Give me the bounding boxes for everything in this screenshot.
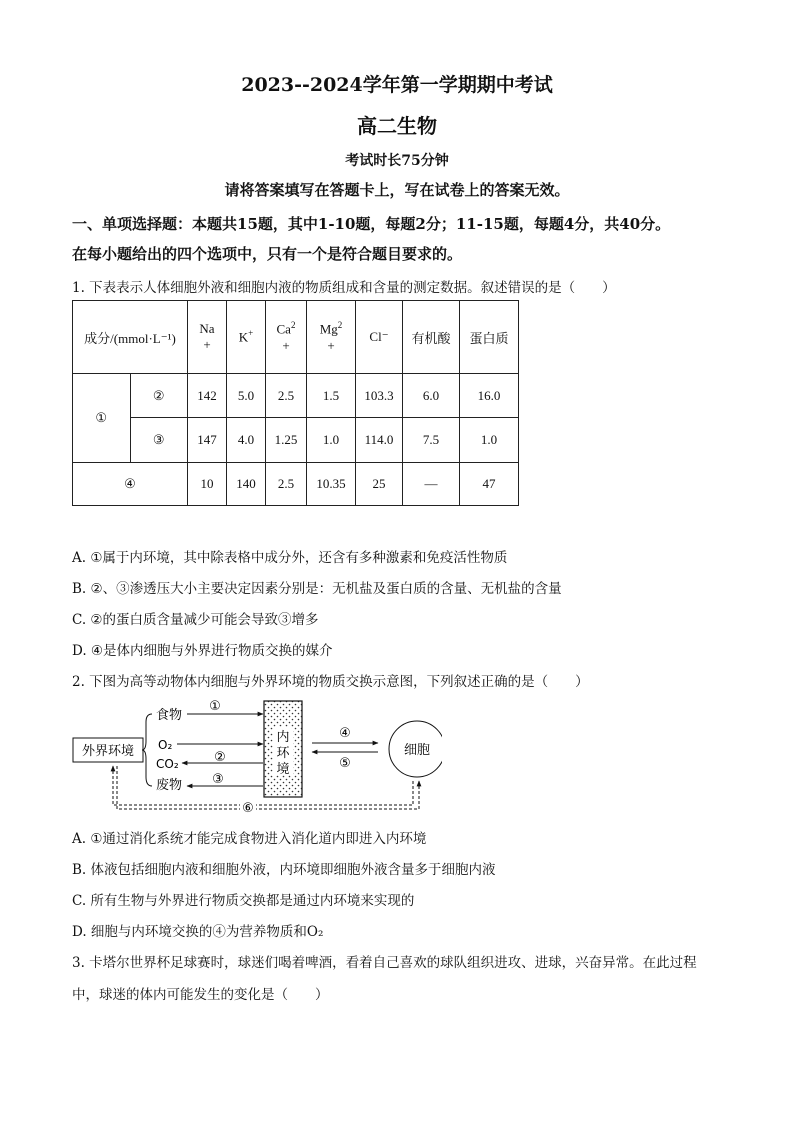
table-header-na: Na +: [188, 301, 227, 374]
q2-stem: 2. 下图为高等动物体内细胞与外界环境的物质交换示意图，下列叙述正确的是（ ）: [72, 674, 589, 690]
table-cell: 103.3: [356, 374, 403, 418]
table-cell: 4.0: [227, 418, 266, 463]
q2-option-c: C. 所有生物与外界进行物质交换都是通过内环境来实现的: [72, 893, 415, 909]
section-instruction: 在每小题给出的四个选项中，只有一个是符合题目要求的。: [72, 245, 463, 263]
table-cell: 1.0: [460, 418, 519, 463]
table-cell: 10: [188, 463, 227, 506]
q3-stem-line-1: 3. 卡塔尔世界杯足球赛时，球迷们喝着啤酒，看着自己喜欢的球队组织进攻、进球，兴奋异常。在此过程: [72, 955, 697, 971]
table-cell: 25: [356, 463, 403, 506]
table-cell: 2.5: [266, 463, 307, 506]
table-cell: 1.0: [307, 418, 356, 463]
table-cell: 5.0: [227, 374, 266, 418]
table-row-label: ②: [130, 374, 188, 418]
table-row: [73, 374, 519, 418]
exam-duration: 考试时长75分钟: [345, 153, 449, 169]
table-cell: —: [403, 463, 460, 506]
exam-title: 2023--2024学年第一学期期中考试: [241, 74, 553, 96]
answer-notice: 请将答案填写在答题卡上，写在试卷上的答案无效。: [224, 181, 570, 199]
inner-char-3: 境: [276, 762, 290, 777]
label-3: ③: [212, 772, 224, 787]
outer-environment-label: 外界环境: [81, 744, 135, 759]
inner-char-2: 环: [276, 746, 290, 761]
q2-option-d: D. 细胞与内环境交换的④为营养物质和O₂: [72, 924, 324, 940]
table-row-label: ③: [130, 418, 188, 463]
o2-label: O₂: [158, 738, 173, 752]
q1-option-c: C. ②的蛋白质含量减少可能会导致③增多: [72, 612, 319, 628]
label-2: ②: [214, 750, 226, 765]
table-row: [73, 418, 519, 463]
q2-option-a: A. ①通过消化系统才能完成食物进入消化道内即进入内环境: [72, 831, 427, 847]
label-1: ①: [209, 699, 221, 714]
label-5: ⑤: [339, 756, 351, 771]
food-label: 食物: [156, 708, 183, 723]
q1-stem: 1. 下表表示人体细胞外液和细胞内液的物质组成和含量的测定数据。叙述错误的是（ ）: [72, 280, 616, 296]
section-heading: 一、单项选择题：本题共15题，其中1-10题，每题2分；11-15题，每题4分，共40分。: [72, 215, 671, 233]
table-row: [73, 463, 519, 506]
table-header-cl: Cl⁻: [356, 301, 403, 374]
table-cell: 140: [227, 463, 266, 506]
table-cell: 114.0: [356, 418, 403, 463]
subject-title: 高二生物: [357, 114, 437, 138]
table-cell: 10.35: [307, 463, 356, 506]
q1-option-b: B. ②、③渗透压大小主要决定因素分别是：无机盐及蛋白质的含量、无机盐的含量: [72, 581, 562, 597]
table-corner-header: 成分/(mmol·L⁻¹): [73, 301, 188, 374]
label-6: ⑥: [242, 801, 254, 815]
q1-option-a: A. ①属于内环境，其中除表格中成分外，还含有多种激素和免疫活性物质: [72, 550, 508, 566]
inner-char-1: 内: [276, 730, 290, 745]
q1-option-d: D. ④是体内细胞与外界进行物质交换的媒介: [72, 643, 333, 659]
table-cell: 47: [460, 463, 519, 506]
table-header-mg: $Mg^2$ +: [307, 301, 356, 374]
table-header-ca: $Ca^2$ +: [266, 301, 307, 374]
q1-data-table: [72, 300, 519, 506]
exchange-diagram: [72, 697, 442, 815]
table-cell: 6.0: [403, 374, 460, 418]
table-header-organic-acid: 有机酸: [403, 301, 460, 374]
table-cell: 7.5: [403, 418, 460, 463]
co2-label: CO₂: [156, 757, 179, 771]
waste-label: 废物: [156, 778, 183, 793]
table-cell: 147: [188, 418, 227, 463]
q3-stem-line-2: 中，球迷的体内可能发生的变化是（ ）: [72, 987, 329, 1003]
table-group-label: ①: [73, 374, 131, 463]
brace-shape: [142, 714, 152, 786]
table-cell: 1.25: [266, 418, 307, 463]
table-cell: 2.5: [266, 374, 307, 418]
table-cell: 16.0: [460, 374, 519, 418]
table-cell: 1.5: [307, 374, 356, 418]
table-cell: 142: [188, 374, 227, 418]
table-header-protein: 蛋白质: [460, 301, 519, 374]
label-4: ④: [339, 726, 351, 741]
q2-option-b: B. 体液包括细胞内液和细胞外液，内环境即细胞外液含量多于细胞内液: [72, 862, 496, 878]
cell-label: 细胞: [403, 743, 431, 758]
table-header-k: K+: [227, 301, 266, 374]
table-row-label: ④: [73, 463, 188, 506]
